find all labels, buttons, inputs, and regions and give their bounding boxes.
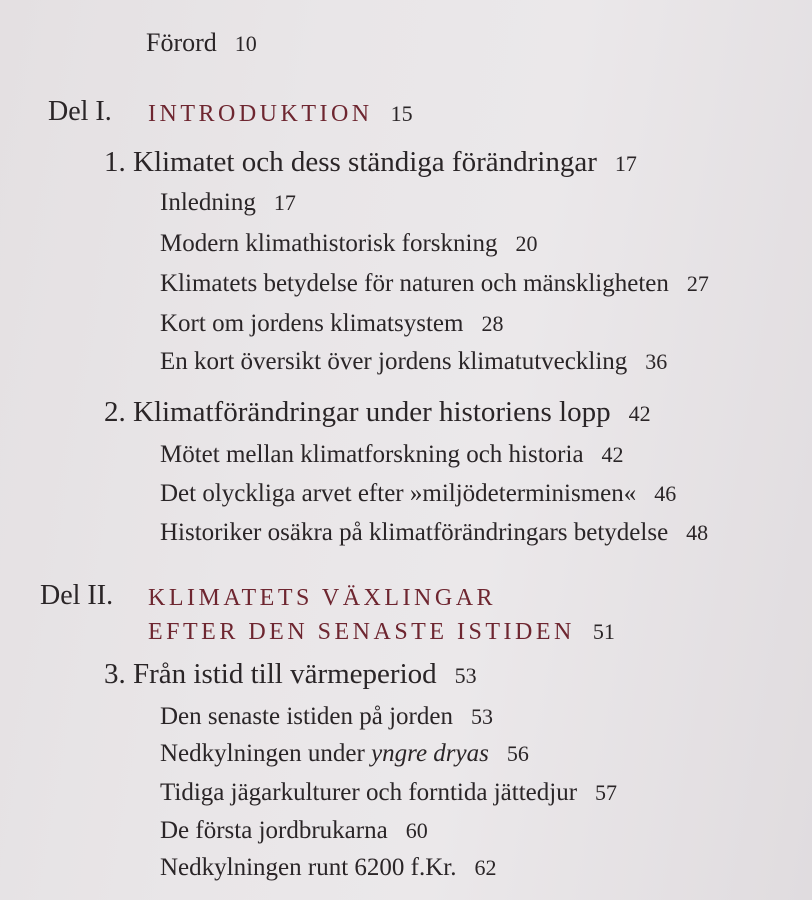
toc-entry-section	[160, 231, 537, 256]
toc-entry-chapter	[104, 660, 477, 689]
page-number: 42	[601, 442, 624, 467]
part-title-line: KLIMATETS VÄXLINGAR	[148, 585, 497, 611]
toc-entry-section	[160, 311, 503, 336]
page-number: 27	[686, 271, 709, 296]
part-label: Del II.	[40, 580, 114, 611]
section-title: Inledning	[160, 189, 256, 216]
toc-entry-foreword	[146, 30, 257, 56]
section-title-prefix: Nedkylningen under	[160, 740, 372, 767]
page-number: 10	[234, 31, 257, 56]
chapter-title: Från istid till värmeperiod	[133, 658, 437, 690]
section-title: Klimatets betydelse för naturen och mänskligheten	[160, 270, 669, 297]
page-number: 53	[470, 704, 493, 729]
chapter-number: 3.	[104, 658, 126, 690]
toc-entry-section	[160, 855, 496, 880]
part-title-line: INTRODUKTION	[148, 101, 373, 127]
toc-entry-section	[160, 442, 624, 467]
page-number: 20	[515, 231, 538, 256]
part-title	[148, 620, 615, 644]
toc-entry-section	[160, 520, 708, 545]
page-number: 17	[614, 151, 637, 176]
chapter-number: 1.	[104, 146, 126, 178]
section-title: Kort om jordens klimatsystem	[160, 310, 464, 337]
page-number: 51	[592, 619, 615, 644]
page-number: 28	[481, 311, 504, 336]
section-title: Nedkylningen runt 6200 f.Kr.	[160, 854, 457, 881]
toc-entry-section	[160, 271, 709, 296]
page-number: 46	[654, 481, 677, 506]
page-number: 15	[390, 101, 413, 126]
part-label: Del I.	[48, 96, 112, 127]
section-title: Mötet mellan klimatforskning och historia	[160, 441, 584, 468]
toc-entry-section	[160, 741, 529, 766]
page-number: 53	[454, 663, 477, 688]
toc-entry-chapter	[104, 398, 651, 427]
page-number: 60	[405, 818, 428, 843]
page-number: 48	[686, 520, 709, 545]
chapter-title: Klimatförändringar under historiens lopp	[133, 396, 611, 428]
section-title: Historiker osäkra på klimatförändringars betydelse	[160, 519, 669, 546]
section-title: Modern klimathistorisk forskning	[160, 230, 498, 257]
entry-title: Förord	[146, 28, 217, 57]
part-title-line: EFTER DEN SENASTE ISTIDEN	[148, 619, 575, 645]
section-title-italic: yngre dryas	[371, 740, 489, 767]
page-number: 17	[273, 190, 296, 215]
part-title	[148, 586, 496, 610]
section-title: Tidiga jägarkulturer och forntida jättedjur	[160, 779, 578, 806]
section-title: Den senaste istiden på jorden	[160, 703, 453, 730]
toc-entry-chapter	[104, 148, 637, 177]
toc-entry-section	[160, 481, 676, 506]
section-title: Det olyckliga arvet efter »miljödeterminismen«	[160, 480, 637, 507]
chapter-title: Klimatet och dess ständiga förändringar	[133, 146, 597, 178]
page-number: 57	[595, 780, 618, 805]
chapter-number: 2.	[104, 396, 126, 428]
section-title: En kort översikt över jordens klimatutveckling	[160, 348, 628, 375]
toc-entry-section	[160, 818, 428, 843]
page-number: 56	[506, 741, 529, 766]
toc-entry-section	[160, 349, 667, 374]
part-title	[148, 102, 413, 126]
toc-entry-section	[160, 704, 493, 729]
page-number: 42	[628, 401, 651, 426]
toc-entry-section	[160, 780, 617, 805]
toc-entry-section	[160, 190, 296, 215]
section-title: De första jordbrukarna	[160, 817, 388, 844]
page-number: 62	[474, 855, 497, 880]
page-number: 36	[645, 349, 668, 374]
